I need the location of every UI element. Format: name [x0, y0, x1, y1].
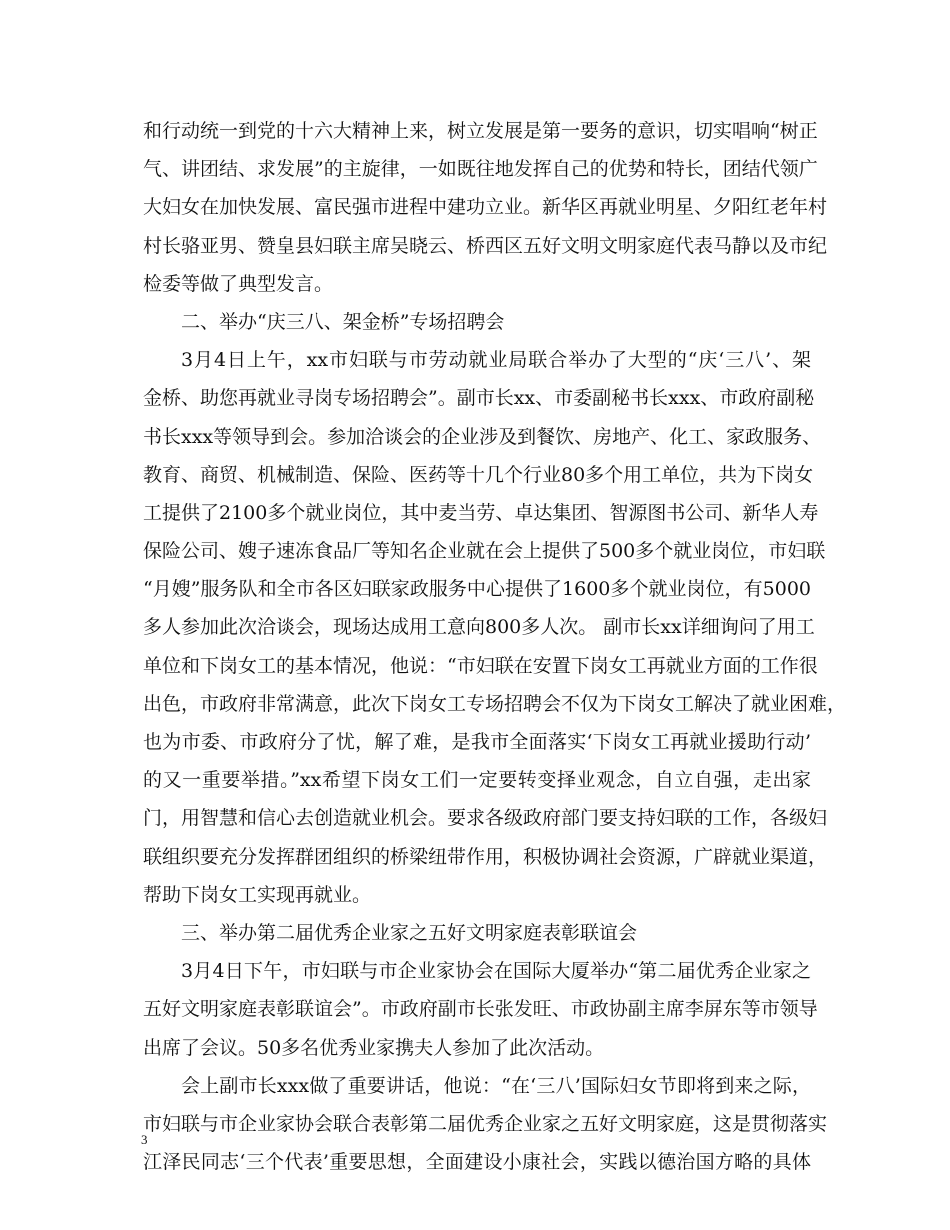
text-line: 大妇女在加快发展、富民强市进程中建功立业。新华区再就业明星、夕阳红老年村	[143, 196, 828, 219]
text-line: 江泽民同志‘三个代表’重要思想，全面建设小康社会，实践以德治国方略的具体	[143, 1151, 811, 1174]
text-line: 3月4日上午，xx市妇联与市劳动就业局联合举办了大型的“庆‘三八’、架	[181, 349, 811, 372]
text-line: 的又一重要举措。”xx希望下岗女工们一定要转变择业观念，自立自强，走出家	[143, 769, 811, 792]
text-line: 保险公司、嫂子速冻食品厂等知名企业就在会上提供了500多个就业岗位，市妇联	[143, 540, 826, 563]
text-line: 单位和下岗女工的基本情况，他说：“市妇联在安置下岗女工再就业方面的工作很	[143, 654, 818, 677]
page-number: 3	[141, 1132, 148, 1147]
text-line: 书长xxx等领导到会。参加洽谈会的企业涉及到餐饮、房地产、化工、家政服务、	[143, 425, 822, 448]
text-line: 检委等做了典型发言。	[143, 272, 334, 295]
text-line: 联组织要充分发挥群团组织的桥梁纽带作用，积极协调社会资源，广辟就业渠道，	[143, 845, 828, 868]
text-line: 3月4日下午，市妇联与市企业家协会在国际大厦举办“第二届优秀企业家之	[181, 960, 811, 983]
text-line: 三、举办第二届优秀企业家之五好文明家庭表彰联谊会	[181, 921, 638, 944]
text-line: 出色，市政府非常满意，此次下岗女工专场招聘会不仅为下岗女工解决了就业困难，	[143, 692, 847, 715]
body-text	[143, 112, 847, 1181]
text-line: 出席了会议。50多名优秀业家携夫人参加了此次活动。	[143, 1036, 605, 1059]
text-line: 也为市委、市政府分了忧，解了难，是我市全面落实‘下岗女工再就业援助行动’	[143, 731, 811, 753]
text-line: 村长骆亚男、赞皇县妇联主席吴晓云、桥西区五好文明文明家庭代表马静以及市纪	[143, 234, 828, 257]
text-line: 二、举办“庆三八、架金桥”专场招聘会	[181, 310, 505, 333]
text-line: 市妇联与市企业家协会联合表彰第二届优秀企业家之五好文明家庭，这是贯彻落实	[143, 1112, 828, 1135]
text-line: 门，用智慧和信心去创造就业机会。要求各级政府部门要支持妇联的工作，各级妇	[143, 807, 828, 830]
text-line: “月嫂”服务队和全市各区妇联家政服务中心提供了1600多个就业岗位，有5000	[143, 578, 811, 601]
text-line: 五好文明家庭表彰联谊会”。市政府副市长张发旺、市政协副主席李屏东等市领导	[143, 998, 818, 1021]
text-line: 教育、商贸、机械制造、保险、医药等十几个行业80多个用工单位，共为下岗女	[143, 463, 814, 486]
text-line: 金桥、助您再就业寻岗专场招聘会”。副市长xx、市委副秘书长xxx、市政府副秘	[143, 387, 815, 410]
text-line: 工提供了2100多个就业岗位，其中麦当劳、卓达集团、智源图书公司、新华人寿	[143, 501, 819, 524]
text-line: 多人参加此次洽谈会，现场达成用工意向800多人次。 副市长xx详细询问了用工	[143, 616, 815, 639]
text-line: 会上副市长xxx做了重要讲话，他说：“在‘三八’国际妇女节即将到来之际，	[181, 1074, 811, 1097]
text-line: 和行动统一到党的十六大精神上来，树立发展是第一要务的意识，切实唱响“树正	[143, 120, 818, 142]
text-line: 气、讲团结、求发展”的主旋律，一如既往地发挥自己的优势和特长，团结代领广	[143, 158, 818, 181]
text-line: 帮助下岗女工实现再就业。	[143, 883, 372, 906]
